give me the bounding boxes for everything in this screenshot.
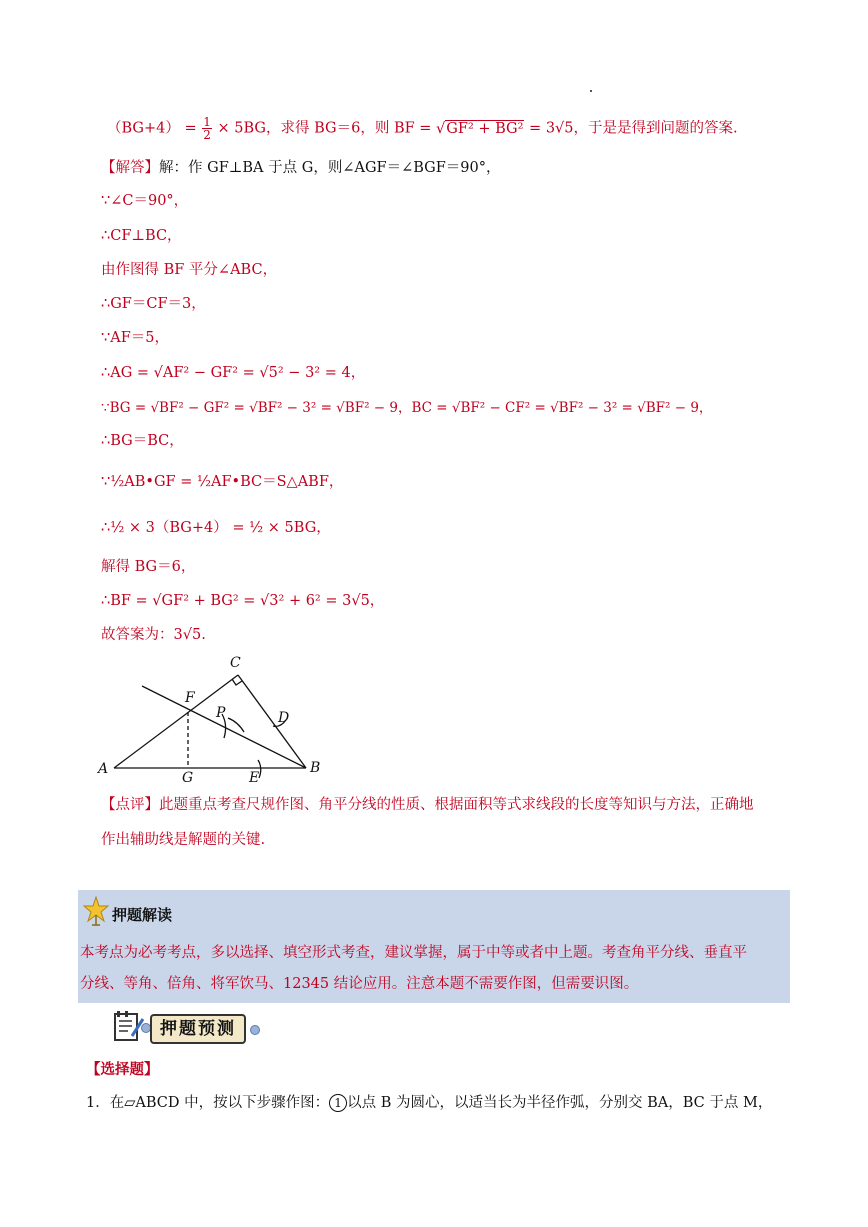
- label-f: F: [185, 690, 195, 706]
- geometry-diagram: [92, 650, 342, 785]
- label-g: G: [182, 770, 194, 785]
- solution-line: ∴CF⊥BC，: [101, 228, 182, 244]
- comment-line-2: 作出辅助线是解题的关键.: [101, 832, 266, 848]
- label-p: P: [216, 705, 226, 721]
- solution-line: ∴BF = √GF² + BG² = √3² + 6² = 3√5，: [101, 593, 385, 609]
- interpretation-banner: [78, 890, 790, 1003]
- solution-line: 由作图得 BF 平分∠ABC，: [101, 262, 278, 278]
- solution-line: ∴BG＝BC，: [101, 433, 184, 449]
- solution-line: ∴GF＝CF＝3，: [101, 296, 206, 312]
- label-c: C: [230, 655, 241, 671]
- solution-line: 故答案为：3√5.: [101, 627, 206, 643]
- label-a: A: [98, 761, 109, 777]
- banner-body-line-1: 本考点为必考考点，多以选择、填空形式考查，建议掌握，属于中等或者中上题。考查角平分线、垂直平: [80, 945, 747, 961]
- comment-bracket-label: 【点评】: [101, 797, 159, 813]
- top-line-post: = 3√5，于是是得到问题的答案.: [524, 120, 738, 137]
- page-mark: [590, 90, 592, 92]
- solution-top-line: [107, 116, 738, 141]
- segment-ac: [114, 675, 238, 768]
- solution-line: ∵½AB•GF = ½AF•BC＝S△ABF，: [101, 474, 344, 490]
- top-line-eq: =: [184, 120, 197, 137]
- decor-dot-right: [250, 1025, 260, 1035]
- question-text-post: 以点 B 为圆心，以适当长为半径作弧，分别交 BA，BC 于点 M，: [347, 1095, 773, 1111]
- label-e: E: [249, 770, 260, 785]
- comment-line-1: [101, 795, 754, 815]
- answer-bracket-label: 【解答】: [101, 160, 159, 176]
- banner-body: [80, 938, 780, 1000]
- right-angle-mark: [232, 679, 242, 685]
- solution-line: ∵∠C＝90°，: [101, 193, 189, 209]
- answer-heading: [101, 158, 501, 178]
- solution-line: ∵AF＝5，: [101, 330, 169, 346]
- section-title: 【选择题】: [86, 1062, 159, 1078]
- top-line-mid: × 5BG，求得 BG＝6，则 BF =: [217, 120, 437, 137]
- solution-line: ∵BG = √BF² − GF² = √BF² − 3² = √BF² − 9，BC = √BF² − CF² = √BF² − 3² = √BF² − 9，: [101, 400, 713, 416]
- solution-line: 解得 BG＝6，: [101, 559, 196, 575]
- answer-heading-text: 解：作 GF⊥BA 于点 G，则∠AGF＝∠BGF＝90°，: [159, 160, 501, 176]
- banner-body-line-2: 分线、等角、倍角、将军饮马、12345 结论应用。注意本题不需要作图，但需要识图。: [80, 976, 639, 992]
- question-number: 1．: [86, 1095, 110, 1111]
- sqrt-expression: √GF² + BG²: [436, 120, 524, 137]
- solution-line: ∴½ × 3（BG+4） = ½ × 5BG，: [101, 520, 331, 536]
- solution-line: ∴AG = √AF² − GF² = √5² − 3² = 4，: [101, 365, 366, 381]
- circled-number: 1: [329, 1094, 347, 1112]
- top-line-pre: （BG+4）: [107, 120, 180, 137]
- predict-label: 押题预测: [150, 1014, 246, 1044]
- star-icon: [83, 896, 109, 926]
- label-d: D: [278, 710, 290, 726]
- question-text-pre: 在▱ABCD 中，按以下步骤作图：: [109, 1095, 330, 1111]
- label-b: B: [310, 760, 321, 776]
- fraction-half: $\frac{1}{2}$: [203, 115, 211, 142]
- comment-text-1: 此题重点考查尺规作图、角平分线的性质、根据面积等式求线段的长度等知识与方法，正确地: [159, 797, 754, 813]
- banner-title: 押题解读: [112, 906, 173, 924]
- segment-cb: [238, 675, 306, 768]
- question-1: [86, 1092, 772, 1114]
- bisector-line: [142, 686, 306, 768]
